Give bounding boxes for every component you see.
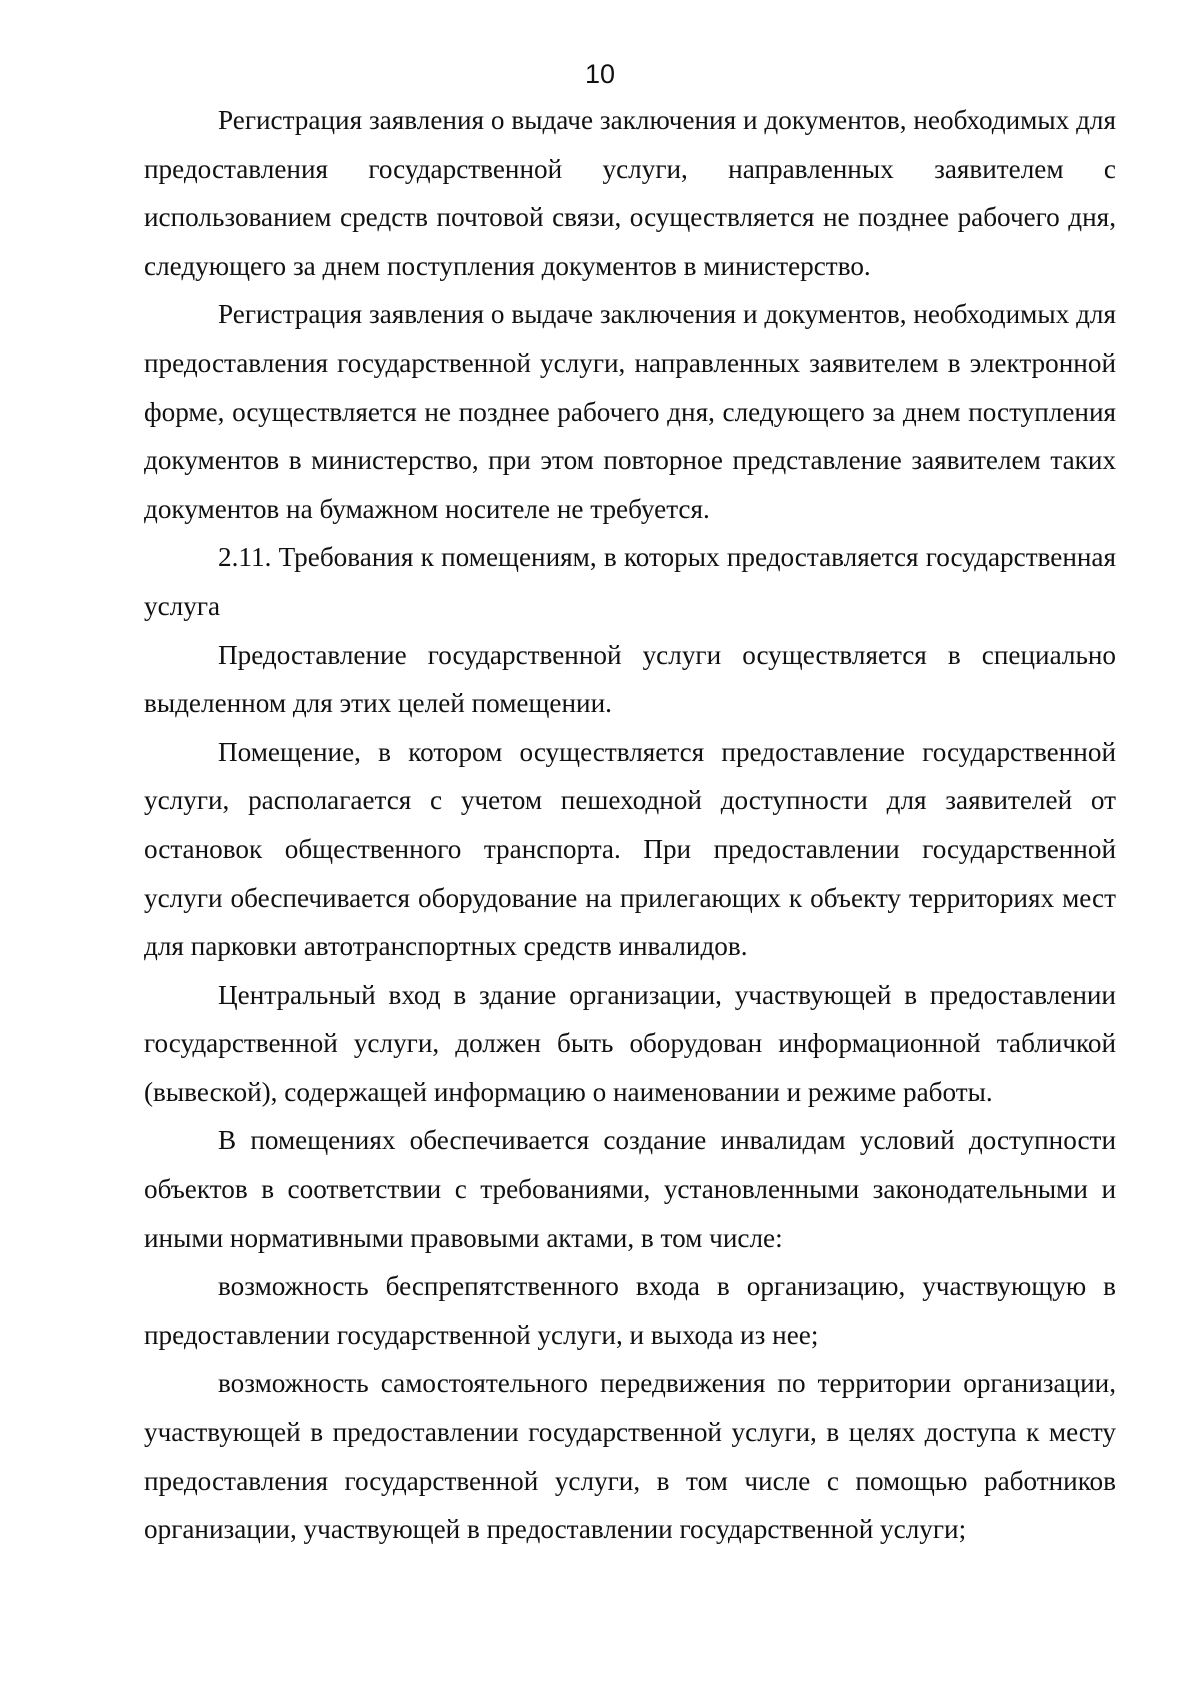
paragraph-accessibility-conditions: В помещениях обеспечивается создание инвалидам условий доступности объектов в соответствии с требованиями, установленными законодательными и иными нормативными правовыми актами, в том числе: (144, 1125, 1116, 1253)
list-item-independent-movement: возможность самостоятельного передвижения по территории организации, участвующей в предоставлении государственной услуги, в целях доступа к месту предоставления государственной услуги, в том числе с помощью работников организации, участвующей в предоставлении государственной услуги; (144, 1368, 1116, 1545)
paragraph-premises-location: Помещение, в котором осуществляется предоставление государственной услуги, располагается с учетом пешеходной доступности для заявителей от остановок общественного транспорта. При предоставлении государственной услуги обеспечивается оборудование на прилегающих к объекту территориях мест для парковки автотранспортных средств инвалидов. (144, 736, 1116, 962)
document-body (144, 96, 1116, 1554)
paragraph-premises-dedicated: Предоставление государственной услуги осуществляется в специально выделенном для этих целей помещении. (144, 639, 1116, 719)
paragraph-central-entrance: Центральный вход в здание организации, участвующей в предоставлении государственной услуги, должен быть оборудован информационной табличкой (вывеской), содержащей информацию о наименовании и режиме работы. (144, 979, 1116, 1107)
page-number: 10 (584, 59, 616, 89)
paragraph-registration-electronic: Регистрация заявления о выдаче заключения и документов, необходимых для предоставления государственной услуги, направленных заявителем в электронной форме, осуществляется не позднее рабочего дня, следующего за днем поступления документов в министерство, при этом повторное представление заявителем таких документов на бумажном носителе не требуется. (144, 299, 1116, 524)
list-item-barrier-free-entry: возможность беспрепятственного входа в организацию, участвующую в предоставлении государственной услуги, и выхода из нее; (144, 1271, 1116, 1350)
section-heading-2-11: 2.11. Требования к помещениям, в которых предоставляется государственная услуга (144, 542, 1116, 621)
paragraph-registration-postal: Регистрация заявления о выдаче заключения и документов, необходимых для предоставления государственной услуги, направленных заявителем с использованием средств почтовой связи, осуществляется не позднее рабочего дня, следующего за днем поступления документов в министерство. (144, 105, 1116, 281)
